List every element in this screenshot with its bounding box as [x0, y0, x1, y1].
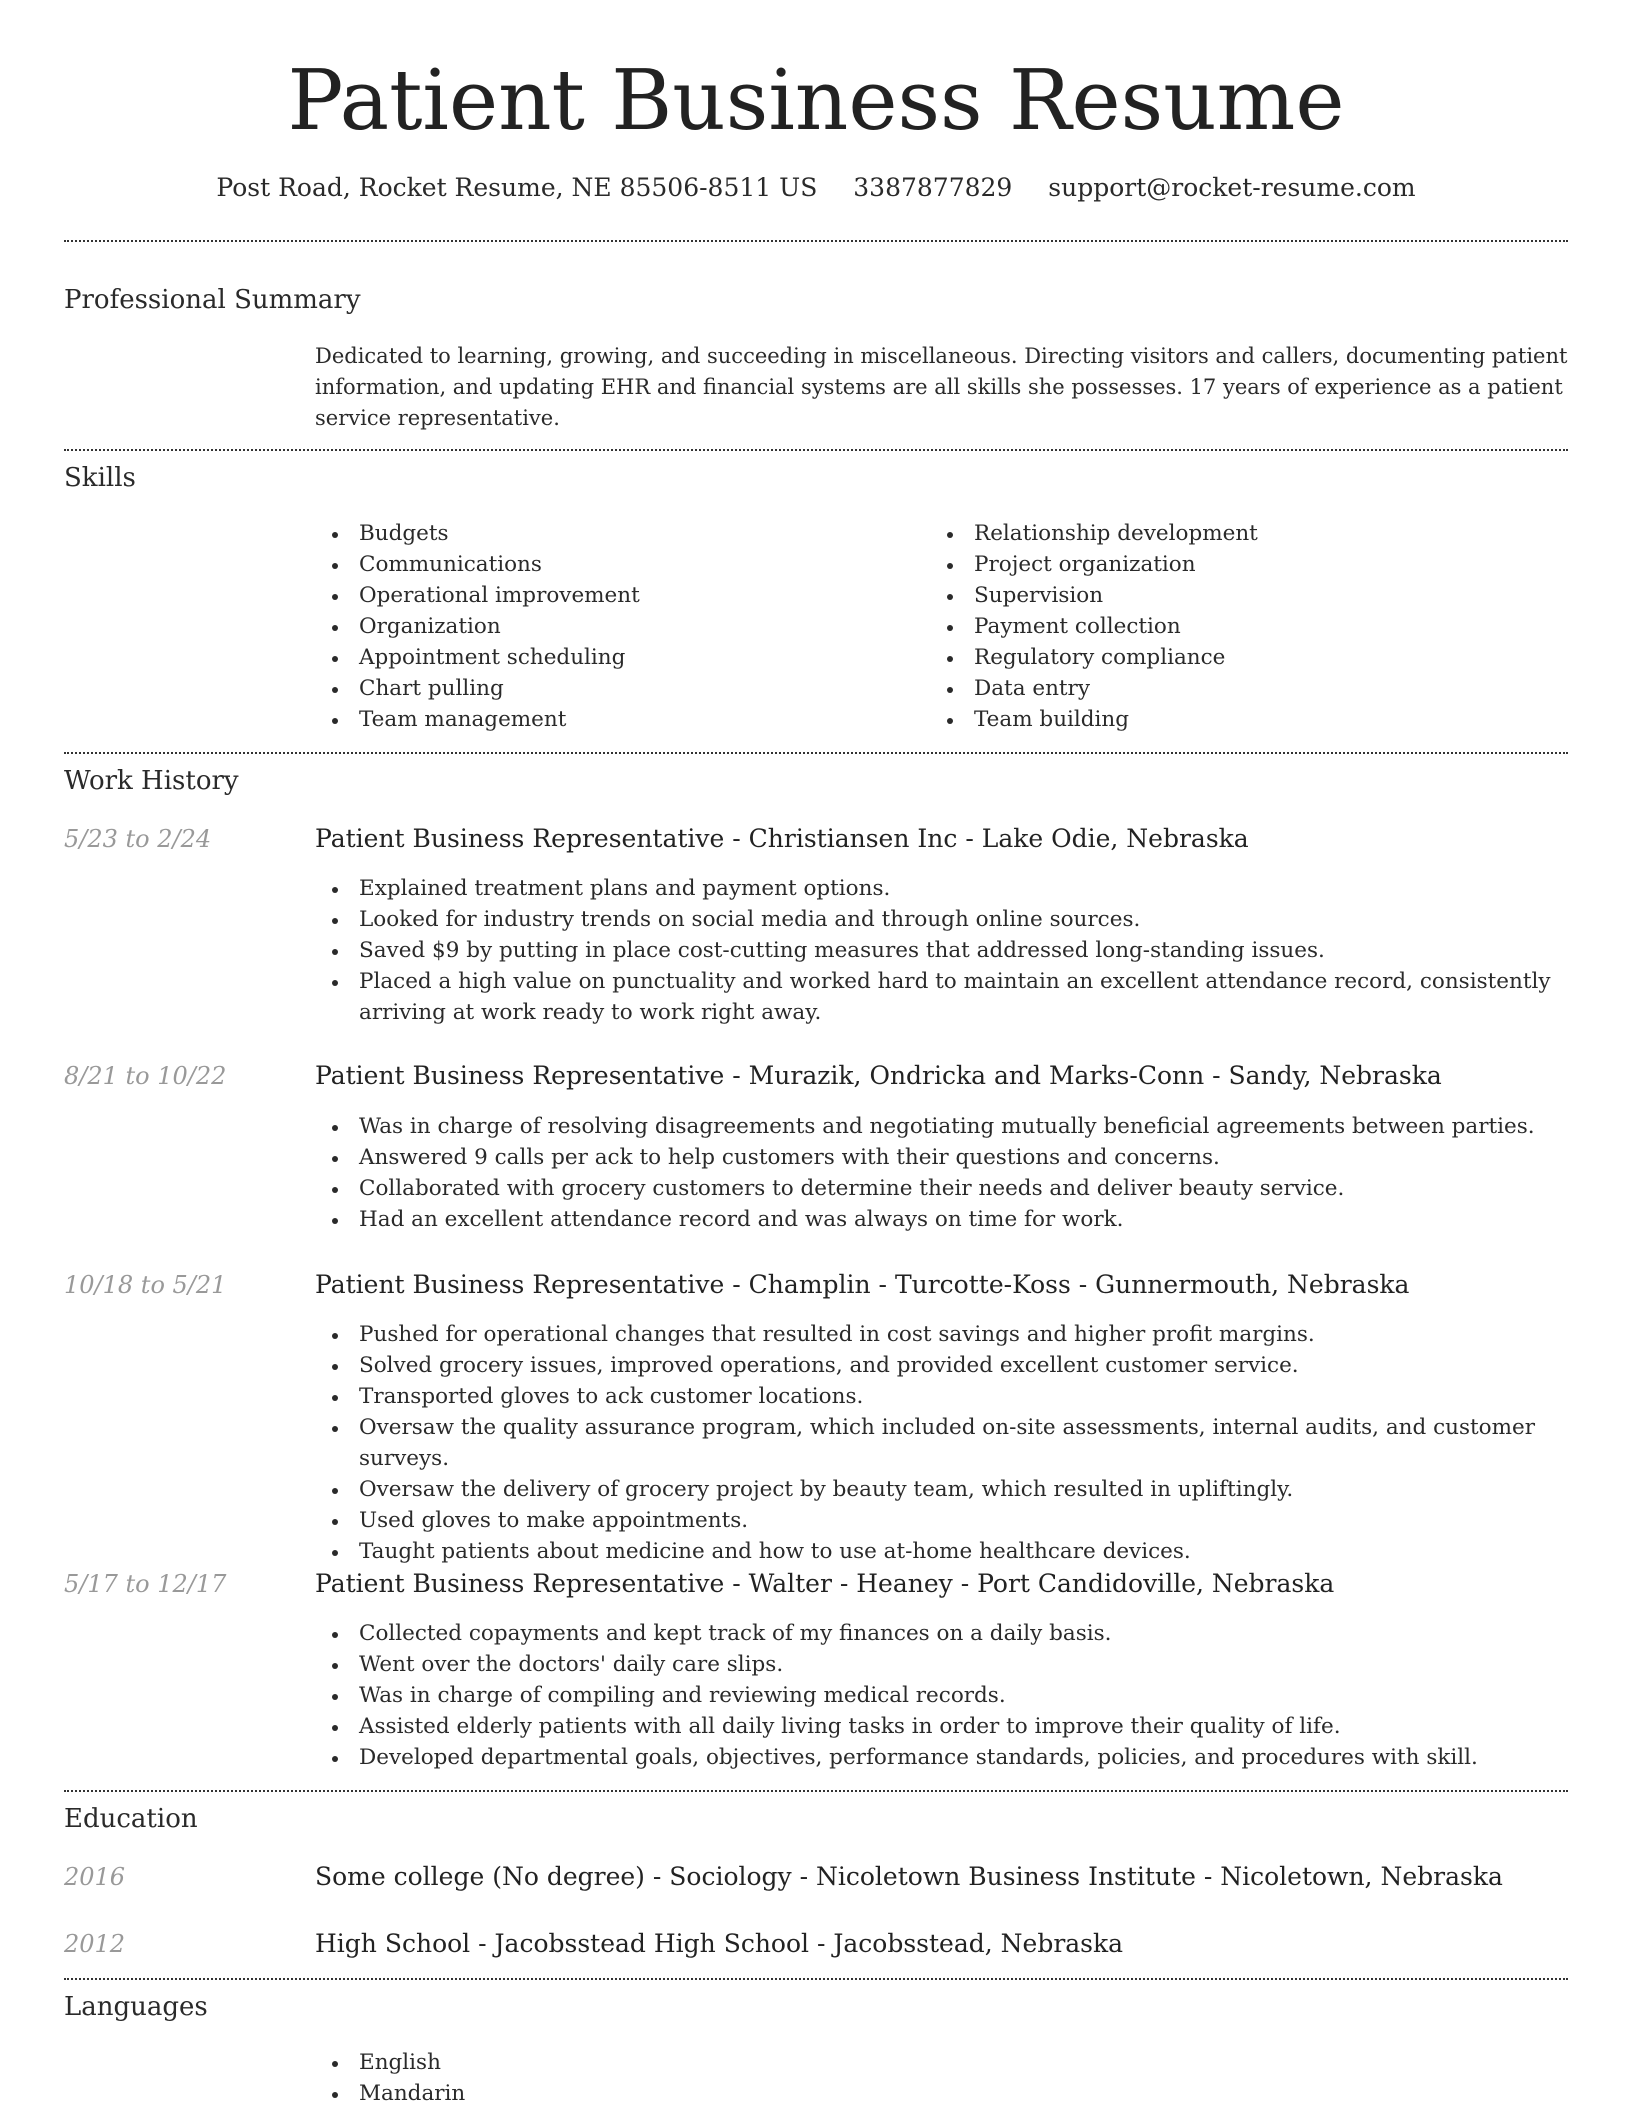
- education-year: 2016: [64, 1863, 126, 1891]
- section-divider: [64, 1790, 1568, 1792]
- language-item: Mandarin: [315, 2078, 915, 2109]
- language-item: English: [315, 2047, 915, 2078]
- job-bullets: [315, 1618, 1570, 1773]
- skills-list-left: [315, 518, 915, 735]
- job-bullet: Used gloves to make appointments.: [315, 1505, 1570, 1536]
- job-bullets: [315, 1319, 1570, 1567]
- summary-text: Dedicated to learning, growing, and succeeding in miscellaneous. Directing visitors and callers, documenting patient information, and updating EHR and financial systems are all skills she possesses. 17 years of experience as a patient service representative.: [315, 344, 1568, 430]
- job-title: Patient Business Representative - Champlin - Turcotte-Koss - Gunnermouth, Nebraska: [315, 1270, 1410, 1299]
- job-title: Patient Business Representative - Walter - Heaney - Port Candidoville, Nebraska: [315, 1569, 1335, 1598]
- job-bullet: Looked for industry trends on social media and through online sources.: [315, 904, 1570, 935]
- job-title: Patient Business Representative - Christiansen Inc - Lake Odie, Nebraska: [315, 824, 1249, 853]
- section-divider: [64, 752, 1568, 754]
- job-bullet: Was in charge of resolving disagreements and negotiating mutually beneficial agreements between parties.: [315, 1111, 1570, 1142]
- skill-item: Appointment scheduling: [315, 642, 915, 673]
- job-dates: 5/17 to 12/17: [64, 1570, 227, 1598]
- job-bullet: Solved grocery issues, improved operations, and provided excellent customer service.: [315, 1350, 1570, 1381]
- job-bullet: Had an excellent attendance record and was always on time for work.: [315, 1204, 1570, 1235]
- job-dates: 8/21 to 10/22: [64, 1062, 227, 1090]
- job-bullet: Saved $9 by putting in place cost-cutting measures that addressed long-standing issues.: [315, 935, 1570, 966]
- skill-item: Chart pulling: [315, 673, 915, 704]
- skill-item: Organization: [315, 611, 915, 642]
- job-bullet: Placed a high value on punctuality and worked hard to maintain an excellent attendance record, consistently arriving at work ready to work right away.: [315, 966, 1570, 1028]
- work-heading: Work History: [64, 766, 239, 796]
- skill-item: Budgets: [315, 518, 915, 549]
- job-bullet: Was in charge of compiling and reviewing medical records.: [315, 1680, 1570, 1711]
- job-title: Patient Business Representative - Murazik, Ondricka and Marks-Conn - Sandy, Nebraska: [315, 1061, 1442, 1090]
- skill-item: Project organization: [930, 549, 1530, 580]
- skill-item: Data entry: [930, 673, 1530, 704]
- skill-item: Supervision: [930, 580, 1530, 611]
- job-bullet: Transported gloves to ack customer locations.: [315, 1381, 1570, 1412]
- contact-email: support@rocket-resume.com: [1048, 173, 1416, 202]
- job-bullets: [315, 1111, 1570, 1235]
- job-bullet: Went over the doctors' daily care slips.: [315, 1649, 1570, 1680]
- contact-line: [0, 170, 1632, 206]
- job-bullet: Taught patients about medicine and how to use at-home healthcare devices.: [315, 1536, 1570, 1567]
- skill-item: Regulatory compliance: [930, 642, 1530, 673]
- skill-item: Communications: [315, 549, 915, 580]
- job-bullet: Assisted elderly patients with all daily living tasks in order to improve their quality of life.: [315, 1711, 1570, 1742]
- skill-item: Relationship development: [930, 518, 1530, 549]
- education-entry: Some college (No degree) - Sociology - Nicoletown Business Institute - Nicoletown, Nebraska: [315, 1862, 1503, 1891]
- skills-heading: Skills: [64, 463, 136, 493]
- job-dates: 10/18 to 5/21: [64, 1271, 227, 1299]
- resume-name: Patient Business Resume: [287, 52, 1345, 149]
- languages-heading: Languages: [64, 1992, 208, 2022]
- skill-item: Team management: [315, 704, 915, 735]
- section-divider: [64, 240, 1568, 242]
- job-bullet: Developed departmental goals, objectives, performance standards, policies, and procedures with skill.: [315, 1742, 1570, 1773]
- job-dates: 5/23 to 2/24: [64, 825, 212, 853]
- job-bullet: Oversaw the delivery of grocery project by beauty team, which resulted in upliftingly.: [315, 1474, 1570, 1505]
- job-bullet: Explained treatment plans and payment options.: [315, 873, 1570, 904]
- job-bullet: Pushed for operational changes that resulted in cost savings and higher profit margins.: [315, 1319, 1570, 1350]
- job-bullet: Collaborated with grocery customers to determine their needs and deliver beauty service.: [315, 1173, 1570, 1204]
- contact-phone: 3387877829: [853, 173, 1013, 202]
- skills-list-right: [930, 518, 1530, 735]
- job-bullets: [315, 873, 1570, 1028]
- section-divider: [64, 449, 1568, 451]
- education-entry: High School - Jacobsstead High School - Jacobsstead, Nebraska: [315, 1929, 1124, 1958]
- contact-address: Post Road, Rocket Resume, NE 85506-8511 US: [216, 173, 818, 202]
- skill-item: Team building: [930, 704, 1530, 735]
- section-divider: [64, 1978, 1568, 1980]
- languages-list: [315, 2047, 915, 2109]
- skill-item: Payment collection: [930, 611, 1530, 642]
- job-bullet: Collected copayments and kept track of my finances on a daily basis.: [315, 1618, 1570, 1649]
- education-heading: Education: [64, 1804, 198, 1834]
- skill-item: Operational improvement: [315, 580, 915, 611]
- job-bullet: Answered 9 calls per ack to help customers with their questions and concerns.: [315, 1142, 1570, 1173]
- education-year: 2012: [64, 1930, 126, 1958]
- summary-heading: Professional Summary: [64, 285, 361, 315]
- job-bullet: Oversaw the quality assurance program, which included on-site assessments, internal audits, and customer surveys.: [315, 1412, 1570, 1474]
